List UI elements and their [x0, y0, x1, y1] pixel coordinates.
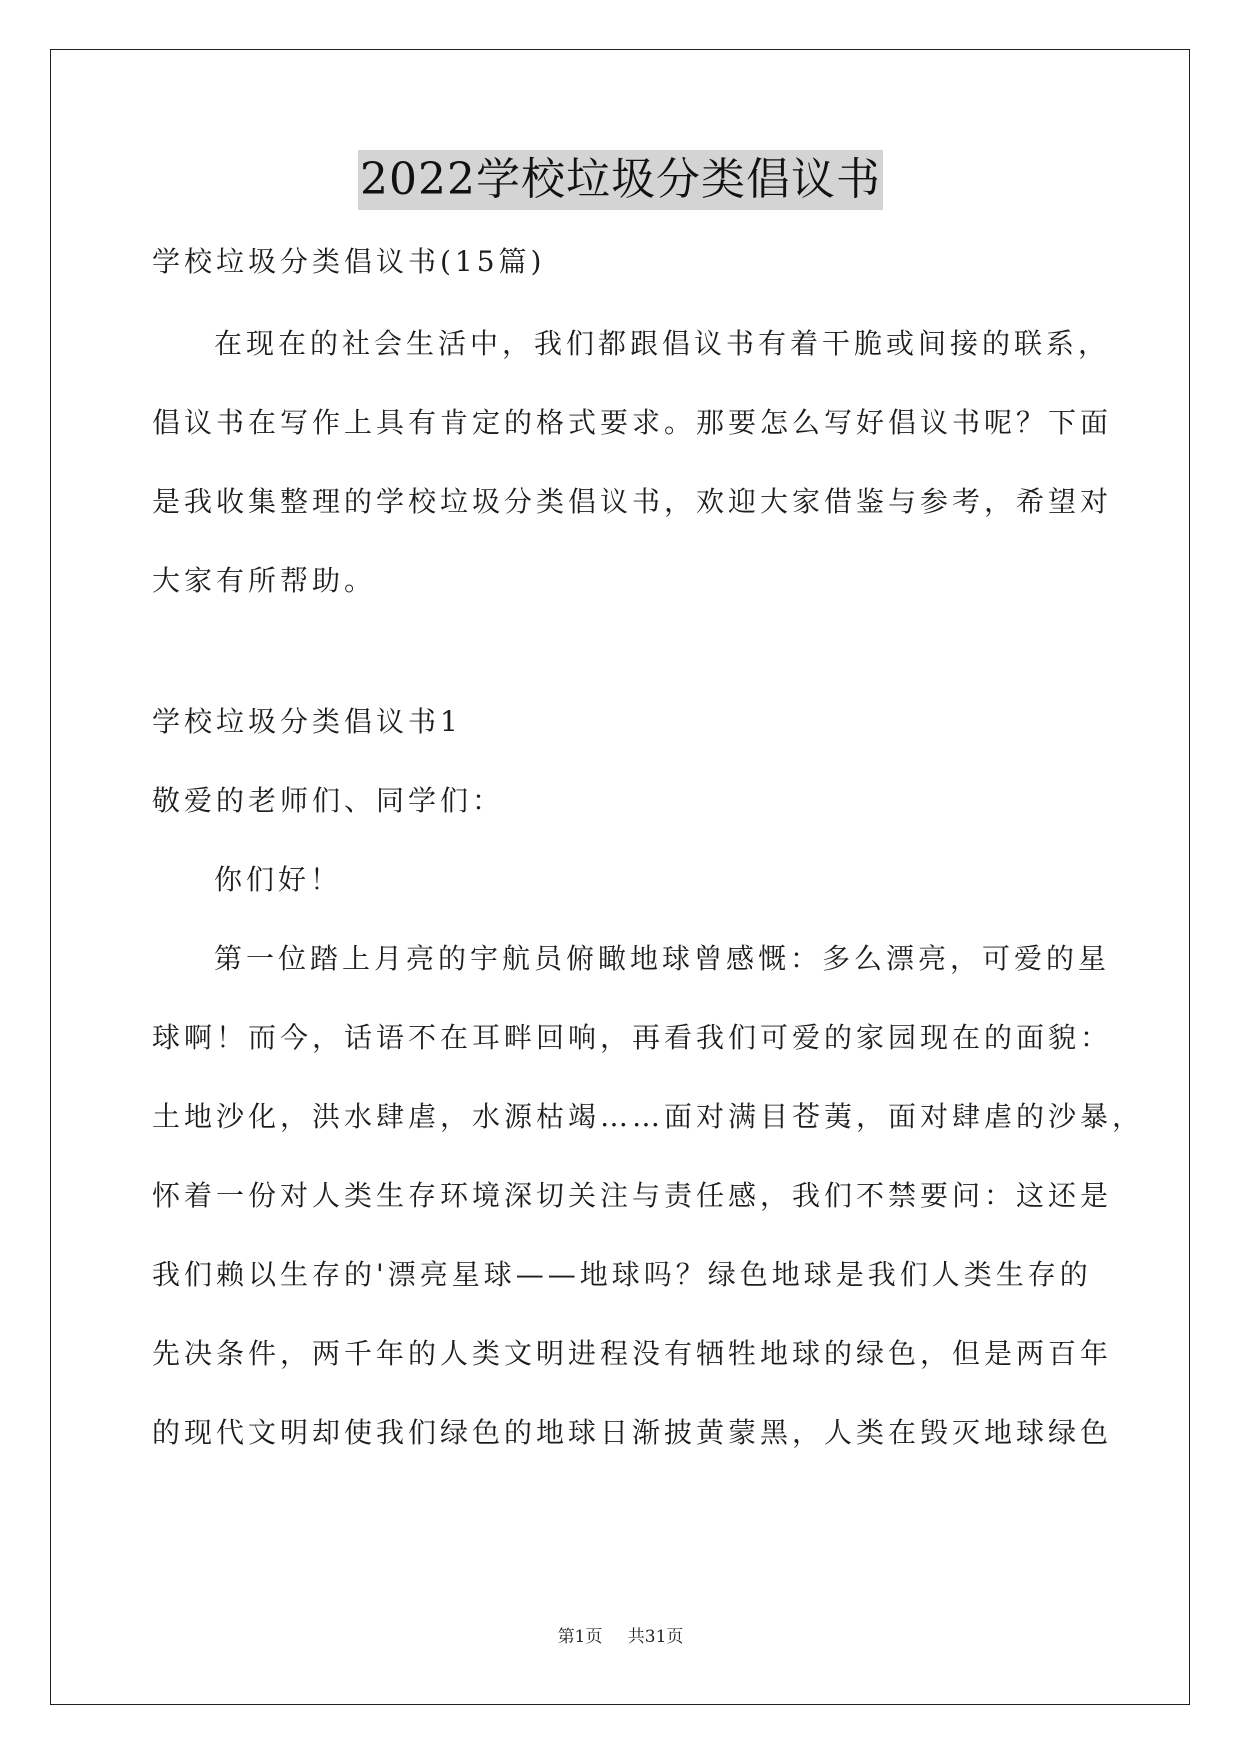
salutation: 敬爱的老师们、同学们：	[152, 784, 505, 817]
document-subtitle: 学校垃圾分类倡议书(15篇)	[152, 245, 546, 278]
intro-line-4: 大家有所帮助。	[152, 564, 377, 597]
body-line-2: 球啊！而今，话语不在耳畔回响，再看我们可爱的家园现在的面貌：	[152, 1021, 1113, 1054]
page-total: 共31页	[627, 1627, 684, 1647]
body-line-6: 先决条件，两千年的人类文明进程没有牺牲地球的绿色，但是两百年	[152, 1337, 1113, 1370]
body-line-3: 土地沙化，洪水肆虐，水源枯竭……面对满目苍荑，面对肆虐的沙暴，	[152, 1100, 1145, 1133]
body-line-7: 的现代文明却使我们绿色的地球日渐披黄蒙黑，人类在毁灭地球绿色	[152, 1416, 1113, 1449]
document-title-wrap	[0, 150, 1241, 210]
body-line-5: 我们赖以生存的'漂亮星球——地球吗？绿色地球是我们人类生存的	[152, 1258, 1092, 1291]
greeting: 你们好！	[214, 863, 343, 896]
body-line-4: 怀着一份对人类生存环境深切关注与责任感，我们不禁要问：这还是	[152, 1179, 1113, 1212]
page-footer	[0, 1625, 1241, 1649]
intro-line-1: 在现在的社会生活中，我们都跟倡议书有着干脆或间接的联系，	[214, 327, 1111, 360]
intro-line-3: 是我收集整理的学校垃圾分类倡议书，欢迎大家借鉴与参考，希望对	[152, 485, 1113, 518]
document-title: 2022学校垃圾分类倡议书	[358, 150, 883, 210]
intro-line-2: 倡议书在写作上具有肯定的格式要求。那要怎么写好倡议书呢？下面	[152, 406, 1113, 439]
body-line-1: 第一位踏上月亮的宇航员俯瞰地球曾感慨：多么漂亮，可爱的星	[214, 942, 1111, 975]
section-heading: 学校垃圾分类倡议书1	[152, 705, 462, 738]
page-number: 第1页	[557, 1627, 603, 1647]
